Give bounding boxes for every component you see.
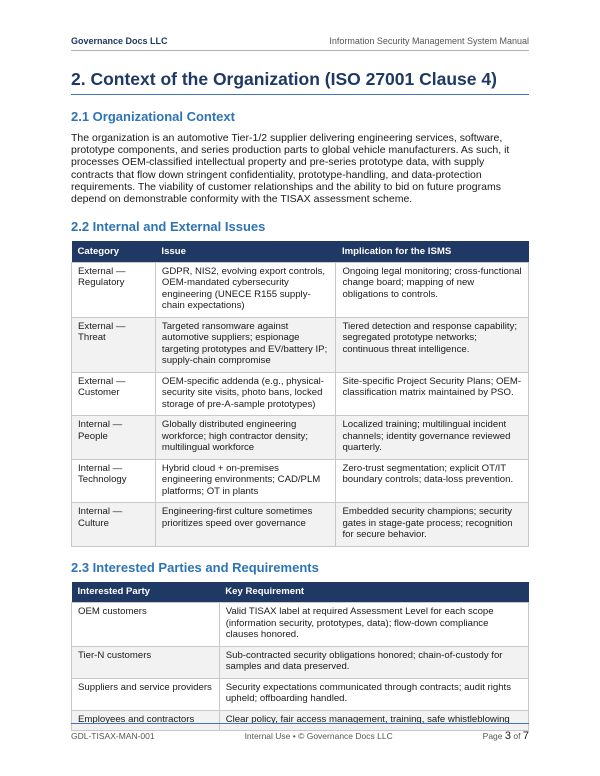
- table-row: [72, 646, 529, 678]
- issue-category: Internal — People: [72, 416, 156, 460]
- issues-col-implication: Implication for the ISMS: [336, 241, 529, 262]
- parties-header-row: [72, 582, 529, 603]
- page-of: of: [513, 731, 521, 741]
- table-row: [72, 317, 529, 372]
- org-context-paragraph: The organization is an automotive Tier-1/2 supplier delivering engineering services, software, prototype components, and series production parts to global vehicle manufacturers. As such, it processes OEM-classified intellectual property and pre-series prototype data, with supply contracts that flow down stringent confidentiality, prototype-handling, and data-protection requirements. The viability of customer relationships and the ability to bid on future programs depend on demonstrable conformity with the TISAX assessment scheme.: [71, 132, 510, 206]
- party-name: Employees and contractors: [72, 710, 220, 731]
- issue-category: External — Customer: [72, 372, 156, 416]
- table-row: [72, 372, 529, 416]
- issue-description: Targeted ransomware against automotive suppliers; espionage targeting prototypes and EV/battery IP; supply-chain compromise: [155, 317, 336, 372]
- issues-header-row: [72, 241, 529, 262]
- company-name: Governance Docs LLC: [71, 36, 168, 46]
- table-row: [72, 503, 529, 547]
- issue-description: GDPR, NIS2, evolving export controls, OEM-mandated cybersecurity engineering (UNECE R155 supply-chain expectations): [155, 262, 336, 317]
- issue-category: External — Threat: [72, 317, 156, 372]
- party-name: Tier-N customers: [72, 646, 220, 678]
- table-row: [72, 603, 529, 647]
- page-total: 7: [522, 730, 529, 742]
- document-id: GDL-TISAX-MAN-001: [71, 731, 155, 741]
- issues-col-category: Category: [72, 241, 156, 262]
- issue-implication: Site-specific Project Security Plans; OEM-classification matrix maintained by PSO.: [336, 372, 529, 416]
- issues-heading: 2.2 Internal and External Issues: [71, 219, 266, 235]
- page-current: 3: [504, 730, 512, 742]
- footer-divider: [71, 723, 529, 724]
- party-requirement: Valid TISAX label at required Assessment Level for each scope (information security, prototypes, data); flow-down compliance clauses honored.: [219, 603, 528, 647]
- issue-description: Globally distributed engineering workforce; high contractor density; multilingual workforce: [155, 416, 336, 460]
- issue-implication: Embedded security champions; security gates in stage-gate process; recognition for secure behavior.: [336, 503, 529, 547]
- page-label: Page: [482, 731, 503, 741]
- party-requirement: Clear policy, fair access management, training, safe whistleblowing: [219, 710, 528, 731]
- table-row: [72, 262, 529, 317]
- issue-category: External — Regulatory: [72, 262, 156, 317]
- party-name: OEM customers: [72, 603, 220, 647]
- issue-description: OEM-specific addenda (e.g., physical-security site visits, photo bans, locked storage of pre-A-sample prototypes): [155, 372, 336, 416]
- table-row: [72, 678, 529, 710]
- parties-col-party: Interested Party: [72, 582, 220, 603]
- issue-description: Engineering-first culture sometimes prioritizes speed over governance: [155, 503, 336, 547]
- issue-category: Internal — Technology: [72, 459, 156, 503]
- org-context-heading: 2.1 Organizational Context: [71, 109, 235, 124]
- issues-col-issue: Issue: [155, 241, 336, 262]
- table-row: [72, 459, 529, 503]
- table-row: [72, 710, 529, 731]
- section-title-divider: [71, 94, 529, 95]
- table-row: [72, 416, 529, 460]
- manual-title: Information Security Management System Manual: [329, 36, 529, 46]
- issue-implication: Ongoing legal monitoring; cross-functional change board; mapping of new obligations to controls.: [336, 262, 529, 317]
- issue-implication: Localized training; multilingual incident channels; identity governance reviewed quarterly.: [336, 416, 529, 460]
- classification-notice: Internal Use • © Governance Docs LLC: [244, 731, 393, 741]
- issue-implication: Zero-trust segmentation; explicit OT/IT boundary controls; data-loss prevention.: [336, 459, 529, 503]
- parties-table: [71, 582, 529, 732]
- party-requirement: Security expectations communicated through contracts; audit rights upheld; offboarding handled.: [219, 678, 528, 710]
- header-divider: [71, 50, 529, 51]
- issue-implication: Tiered detection and response capability; segregated prototype networks; continuous threat intelligence.: [336, 317, 529, 372]
- page-number: [483, 730, 529, 742]
- issue-category: Internal — Culture: [72, 503, 156, 547]
- parties-col-requirement: Key Requirement: [219, 582, 528, 603]
- issues-table: [71, 241, 529, 547]
- issue-description: Hybrid cloud + on-premises engineering environments; CAD/PLM platforms; OT in plants: [155, 459, 336, 503]
- page-footer: [71, 729, 529, 743]
- page-header: [71, 34, 529, 48]
- party-name: Suppliers and service providers: [72, 678, 220, 710]
- party-requirement: Sub-contracted security obligations honored; chain-of-custody for samples and data preserved.: [219, 646, 528, 678]
- parties-heading: 2.3 Interested Parties and Requirements: [71, 559, 319, 575]
- page-content: [71, 67, 529, 731]
- section-title: 2. Context of the Organization (ISO 27001 Clause 4): [71, 69, 497, 89]
